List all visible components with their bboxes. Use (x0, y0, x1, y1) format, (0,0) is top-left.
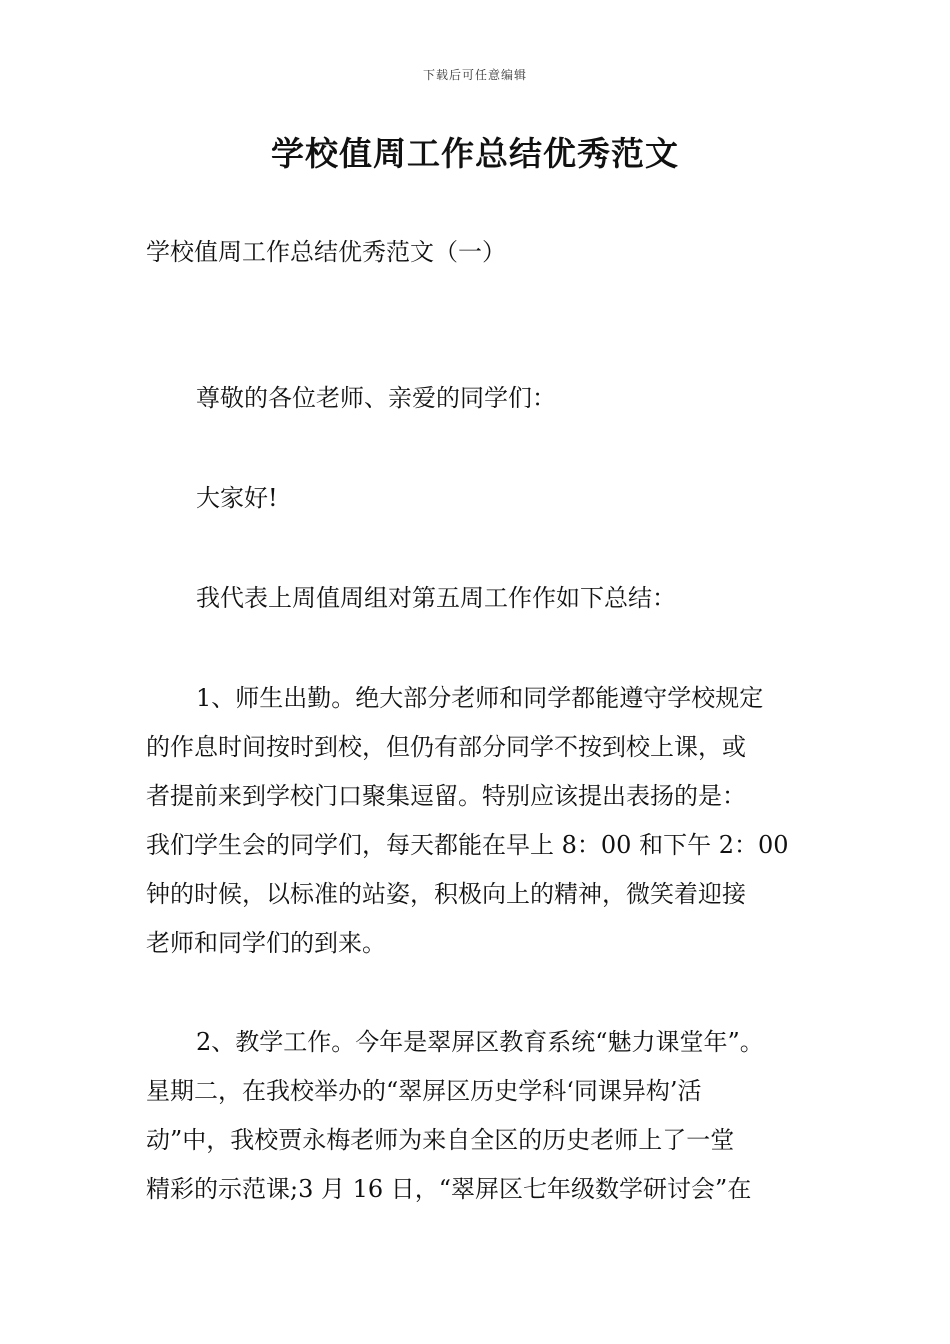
paragraph-1-line-5: 钟的时候，以标准的站姿，积极向上的精神，微笑着迎接 (146, 880, 746, 908)
intro-line: 我代表上周值周组对第五周工作作如下总结： (196, 584, 676, 612)
paragraph-2-line-2: 星期二，在我校举办的“翠屏区历史学科‘同课异构’活 (146, 1077, 702, 1105)
paragraph-1-line-3: 者提前来到学校门口聚集逗留。特别应该提出表扬的是： (146, 782, 746, 810)
paragraph-2-line-3: 动”中，我校贾永梅老师为来自全区的历史老师上了一堂 (146, 1126, 735, 1154)
section-subtitle: 学校值周工作总结优秀范文（一） (146, 238, 506, 266)
paragraph-2-line-1: 2、教学工作。今年是翠屏区教育系统“魅力课堂年”。 (196, 1028, 764, 1056)
paragraph-1-line-2: 的作息时间按时到校，但仍有部分同学不按到校上课，或 (146, 733, 746, 761)
document-title: 学校值周工作总结优秀范文 (271, 134, 679, 173)
paragraph-1-line-6: 老师和同学们的到来。 (146, 929, 386, 957)
greeting-line: 大家好! (196, 484, 278, 512)
paragraph-1-line-1: 1、师生出勤。绝大部分老师和同学都能遵守学校规定 (196, 684, 764, 712)
header-note: 下载后可任意编辑 (422, 68, 527, 82)
salutation-line: 尊敬的各位老师、亲爱的同学们： (196, 384, 556, 412)
paragraph-2-line-4: 精彩的示范课;3 月 16 日，“翠屏区七年级数学研讨会”在 (146, 1175, 752, 1203)
paragraph-1-line-4: 我们学生会的同学们，每天都能在早上 8：00 和下午 2：00 (146, 831, 789, 859)
